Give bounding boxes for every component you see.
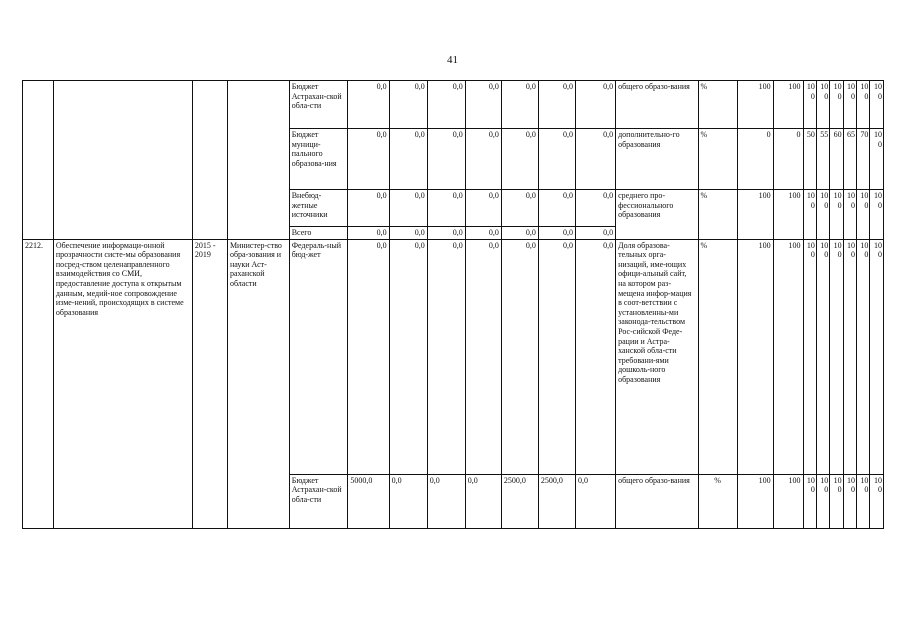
indicator-value: 100 (737, 190, 773, 240)
indicator-value: 100 (843, 81, 856, 129)
indicator-name: общего образо-вания (616, 474, 698, 528)
indicator-value: 100 (870, 129, 884, 190)
indicator-value: 100 (803, 474, 816, 528)
amount-cell: 0,0 (538, 190, 575, 227)
table-row (23, 239, 884, 474)
indicator-value: 50 (803, 129, 816, 190)
amount-cell: 0,0 (348, 129, 389, 190)
indicator-value: 100 (816, 81, 829, 129)
indicator-value: 100 (843, 239, 856, 474)
indicator-value: 100 (737, 474, 773, 528)
page-number: 41 (447, 54, 458, 66)
source-name: Всего (289, 227, 348, 240)
amount-cell: 0,0 (389, 81, 427, 129)
amount-cell: 0,0 (575, 239, 615, 474)
indicator-value: 100 (843, 190, 856, 240)
indicator-value: 100 (803, 81, 816, 129)
amount-cell: 0,0 (501, 227, 538, 240)
amount-cell: 0,0 (501, 190, 538, 227)
activity-cell-empty (53, 81, 192, 240)
indicator-value: 100 (870, 239, 884, 474)
amount-cell: 0,0 (389, 239, 427, 474)
indicator-value: 100 (773, 474, 803, 528)
item-period: 2015 - 2019 (192, 239, 227, 528)
indicator-value: 100 (816, 474, 829, 528)
indicator-value: 70 (857, 129, 870, 190)
indicator-value: 100 (830, 239, 843, 474)
executor-cell-empty (227, 81, 289, 240)
indicator-unit: % (698, 474, 737, 528)
amount-cell: 0,0 (575, 129, 615, 190)
amount-cell: 0,0 (348, 81, 389, 129)
indicator-name: общего образо-вания (616, 81, 698, 129)
indicator-value: 100 (843, 474, 856, 528)
indicator-name: Доля образова-тельных орга-низаций, име-ющих офици-альный сайт, на котором раз-мещена инфор-мация в соот-ветствии с установленны-ми законода-тельством Рос-сийской Феде-рации и Астра-ханской обла-сти требовани-ями дошколь-ного образования (616, 239, 698, 474)
indicator-unit: % (698, 239, 737, 474)
code-cell-empty (23, 81, 54, 240)
indicator-value: 0 (773, 129, 803, 190)
amount-cell: 5000,0 (348, 474, 389, 528)
indicator-unit: % (698, 81, 737, 129)
indicator-value: 100 (870, 81, 884, 129)
amount-cell: 0,0 (575, 190, 615, 227)
indicator-value: 100 (830, 81, 843, 129)
amount-cell: 0,0 (427, 190, 465, 227)
indicator-value: 100 (857, 81, 870, 129)
indicator-value: 100 (870, 474, 884, 528)
amount-cell: 0,0 (501, 239, 538, 474)
indicator-value: 0 (737, 129, 773, 190)
source-name: Бюджет муници-пального образова-ния (289, 129, 348, 190)
item-code: 2212. (23, 239, 54, 528)
amount-cell: 0,0 (538, 81, 575, 129)
amount-cell: 0,0 (427, 81, 465, 129)
indicator-value: 100 (737, 239, 773, 474)
amount-cell: 0,0 (427, 129, 465, 190)
amount-cell: 0,0 (389, 129, 427, 190)
indicator-value: 65 (843, 129, 856, 190)
amount-cell: 0,0 (465, 474, 501, 528)
amount-cell: 0,0 (348, 239, 389, 474)
source-name: Бюджет Астрахан-ской обла-сти (289, 474, 348, 528)
amount-cell: 0,0 (538, 227, 575, 240)
amount-cell: 0,0 (427, 474, 465, 528)
amount-cell: 0,0 (465, 239, 501, 474)
amount-cell: 0,0 (427, 239, 465, 474)
indicator-value: 100 (773, 239, 803, 474)
period-cell-empty (192, 81, 227, 240)
indicator-value: 100 (773, 190, 803, 240)
indicator-unit: % (698, 190, 737, 240)
amount-cell: 2500,0 (538, 474, 575, 528)
indicator-value: 100 (773, 81, 803, 129)
indicator-value: 100 (803, 239, 816, 474)
indicator-value: 100 (737, 81, 773, 129)
amount-cell: 0,0 (389, 474, 427, 528)
indicator-value: 55 (816, 129, 829, 190)
indicator-value: 100 (870, 190, 884, 240)
table-row (23, 81, 884, 129)
amount-cell: 0,0 (348, 227, 389, 240)
indicator-value: 100 (857, 190, 870, 240)
source-name: Бюджет Астрахан-ской обла-сти (289, 81, 348, 129)
item-executor: Министер-ство обра-зования и науки Аст-раханской области (227, 239, 289, 528)
indicator-value: 100 (816, 239, 829, 474)
amount-cell: 0,0 (465, 81, 501, 129)
indicator-value: 100 (830, 190, 843, 240)
indicator-name: дополнительно-го образования (616, 129, 698, 190)
amount-cell: 2500,0 (501, 474, 538, 528)
indicator-value: 100 (803, 190, 816, 240)
indicator-value: 100 (830, 474, 843, 528)
amount-cell: 0,0 (465, 227, 501, 240)
amount-cell: 0,0 (538, 129, 575, 190)
amount-cell: 0,0 (501, 129, 538, 190)
indicator-value: 100 (816, 190, 829, 240)
indicator-value: 60 (830, 129, 843, 190)
amount-cell: 0,0 (575, 227, 615, 240)
indicator-value: 100 (857, 239, 870, 474)
amount-cell: 0,0 (575, 81, 615, 129)
amount-cell: 0,0 (427, 227, 465, 240)
source-name: Федераль-ный бюд-жет (289, 239, 348, 474)
amount-cell: 0,0 (501, 81, 538, 129)
source-name: Внебюд-жетные источники (289, 190, 348, 227)
indicator-value: 100 (857, 474, 870, 528)
item-activity: Обеспечение информаци-онной прозрачности систе-мы образования посред-ством целенаправленного взаимодействия со СМИ, предоставление доступа к открытым данным, медий-ное сопровождение изме-нений, происходящих в системе образования (53, 239, 192, 528)
amount-cell: 0,0 (389, 227, 427, 240)
indicator-name: среднего про-фессионального образования (616, 190, 698, 240)
amount-cell: 0,0 (575, 474, 615, 528)
amount-cell: 0,0 (348, 190, 389, 227)
amount-cell: 0,0 (389, 190, 427, 227)
program-table (22, 80, 884, 529)
amount-cell: 0,0 (465, 129, 501, 190)
indicator-unit: % (698, 129, 737, 190)
amount-cell: 0,0 (538, 239, 575, 474)
amount-cell: 0,0 (465, 190, 501, 227)
